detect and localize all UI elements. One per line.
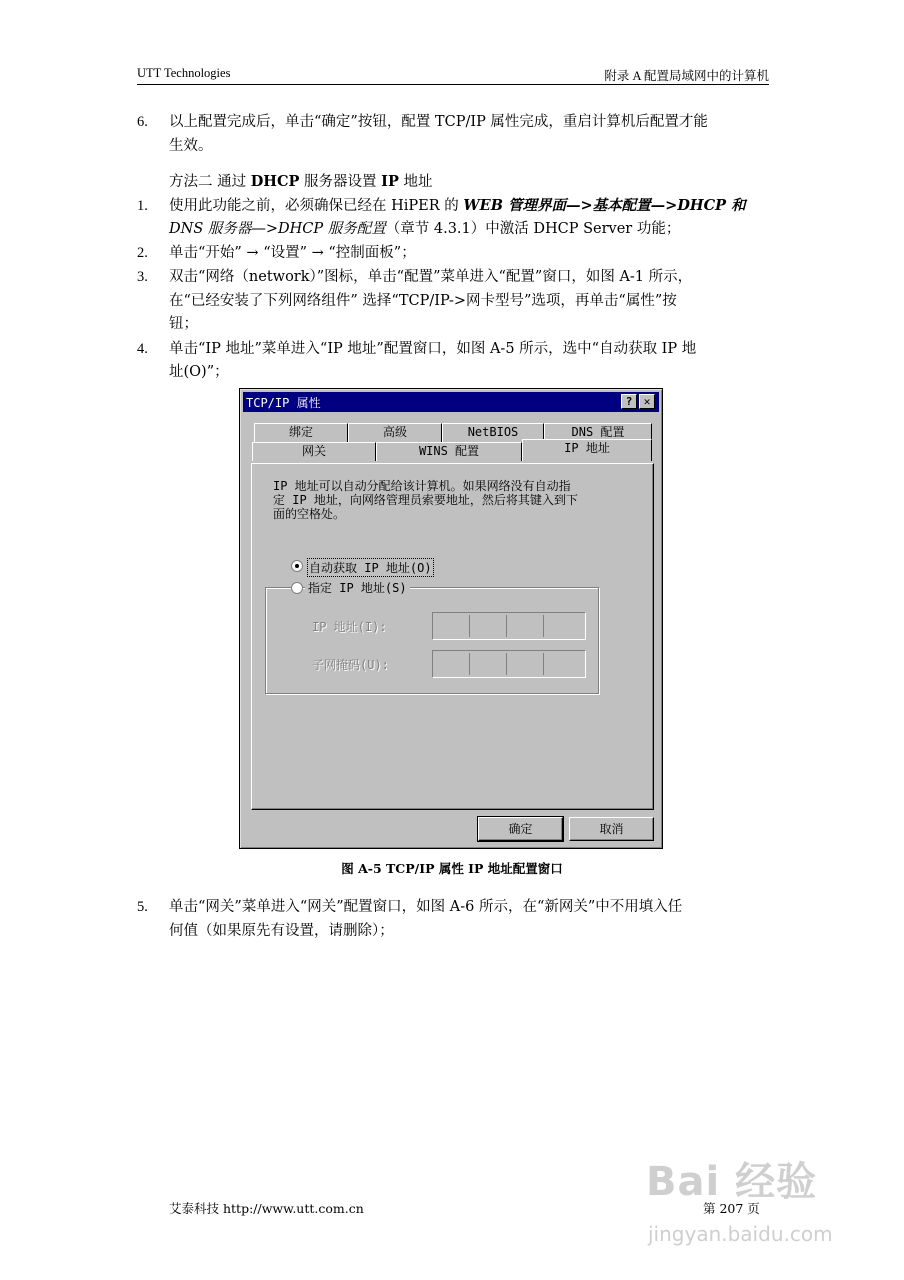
step-1-line-2 [169,219,680,239]
ip-octet-4 [546,615,581,637]
tab-binding[interactable]: 绑定 [254,423,348,442]
method-title [169,172,432,192]
cancel-button[interactable]: 取消 [569,817,654,841]
tab-wins-config[interactable]: WINS 配置 [376,442,522,461]
radio-manual-ip-label[interactable]: 指定 IP 地址(S) [305,579,410,596]
baidu-watermark-logo: Bai 经验 [646,1159,818,1205]
desc-line-1: IP 地址可以自动分配给该计算机。如果网络没有自动指 [273,479,571,493]
method-title-mid: 服务器设置 [299,174,382,190]
step-3-number: 3. [137,269,148,285]
figure-caption: 图 A-5 TCP/IP 属性 IP 地址配置窗口 [341,861,563,876]
tab-advanced[interactable]: 高级 [348,423,442,442]
mask-octet-4 [546,653,581,675]
step-6-line-2: 生效。 [169,138,213,154]
radio-selected-dot [295,564,299,568]
step-1-number: 1. [137,198,148,214]
step-5-line-2: 何值（如果原先有设置，请删除）； [169,923,394,939]
step-3-line-1: 双击“网络（network）”图标，单击“配置”菜单进入“配置”窗口，如图 A-1 所示， [169,269,693,285]
step-6-line-1: 以上配置完成后，单击“确定”按钮，配置 TCP/IP 属性完成，重启计算机后配置才能 [169,114,708,130]
radio-auto-ip-label[interactable]: 自动获取 IP 地址(O) [307,558,434,577]
step-5-number: 5. [137,899,148,915]
mask-octet-3 [509,653,544,675]
dialog-description [273,479,578,521]
footer-left: 艾泰科技 http://www.utt.com.cn [169,1201,364,1216]
step-3-line-3: 钮； [169,316,198,332]
header-rule [137,84,769,85]
method-title-suffix: 地址 [398,174,433,190]
step-4-line-1: 单击“IP 地址”菜单进入“IP 地址”配置窗口，如图 A-5 所示，选中“自动获取 IP 地 [169,341,697,357]
step-1-path-b: DNS 服务器—>DHCP 服务配置 [169,221,386,237]
method-title-dhcp: DHCP [250,173,300,190]
radio-manual-ip[interactable] [291,582,303,594]
step-1-path-a: WEB 管理界面—>基本配置—>DHCP 和 [463,197,746,214]
step-6-number: 6. [137,114,148,130]
step-4-line-2: 址(O)”； [169,364,229,380]
help-button[interactable]: ? [621,394,637,409]
tab-dns-config[interactable]: DNS 配置 [544,423,652,442]
tab-ip-address[interactable]: IP 地址 [522,439,652,461]
ip-octet-3 [509,615,544,637]
footer-page-number: 第 207 页 [703,1201,760,1216]
ip-address-label: IP 地址(I): [312,620,387,634]
method-title-ip: IP [381,173,399,190]
dialog-title: TCP/IP 属性 [246,396,321,410]
tab-gateway[interactable]: 网关 [252,442,376,461]
tcpip-properties-dialog [239,388,663,849]
step-1-line-1 [169,196,746,216]
header-left: UTT Technologies [137,66,231,80]
header-right: 附录 A 配置局域网中的计算机 [604,69,769,83]
desc-line-3: 面的空格处。 [273,507,346,521]
step-2-line: 单击“开始” → “设置” → “控制面板”； [169,245,416,261]
radio-auto-ip[interactable] [291,560,303,572]
method-title-prefix: 方法二 通过 [169,174,251,190]
step-3-line-2: 在“已经安装了下列网络组件” 选择“TCP/IP->网卡型号”选项，再单击“属性”按 [169,293,677,309]
subnet-mask-input[interactable] [432,650,586,678]
step-5-line-1: 单击“网关”菜单进入“网关”配置窗口，如图 A-6 所示，在“新网关”中不用填入任 [169,899,683,915]
step-4-number: 4. [137,341,148,357]
ok-button[interactable]: 确定 [478,817,563,841]
mask-octet-2 [472,653,507,675]
desc-line-2: 定 IP 地址，向网络管理员索要地址，然后将其键入到下 [273,493,578,507]
step-1-text-a: 使用此功能之前，必须确保已经在 HiPER 的 [169,198,464,214]
baidu-watermark-url: jingyan.baidu.com [648,1222,833,1246]
mask-octet-1 [435,653,470,675]
subnet-mask-label: 子网掩码(U): [312,658,389,672]
ip-octet-2 [472,615,507,637]
dialog-titlebar [243,392,659,412]
ip-octet-1 [435,615,470,637]
step-2-number: 2. [137,245,148,261]
ip-address-input[interactable] [432,612,586,640]
close-button[interactable]: ✕ [639,394,655,409]
tab-netbios[interactable]: NetBIOS [442,423,544,442]
step-1-text-b: （章节 4.3.1）中激活 DHCP Server 功能； [385,221,681,237]
